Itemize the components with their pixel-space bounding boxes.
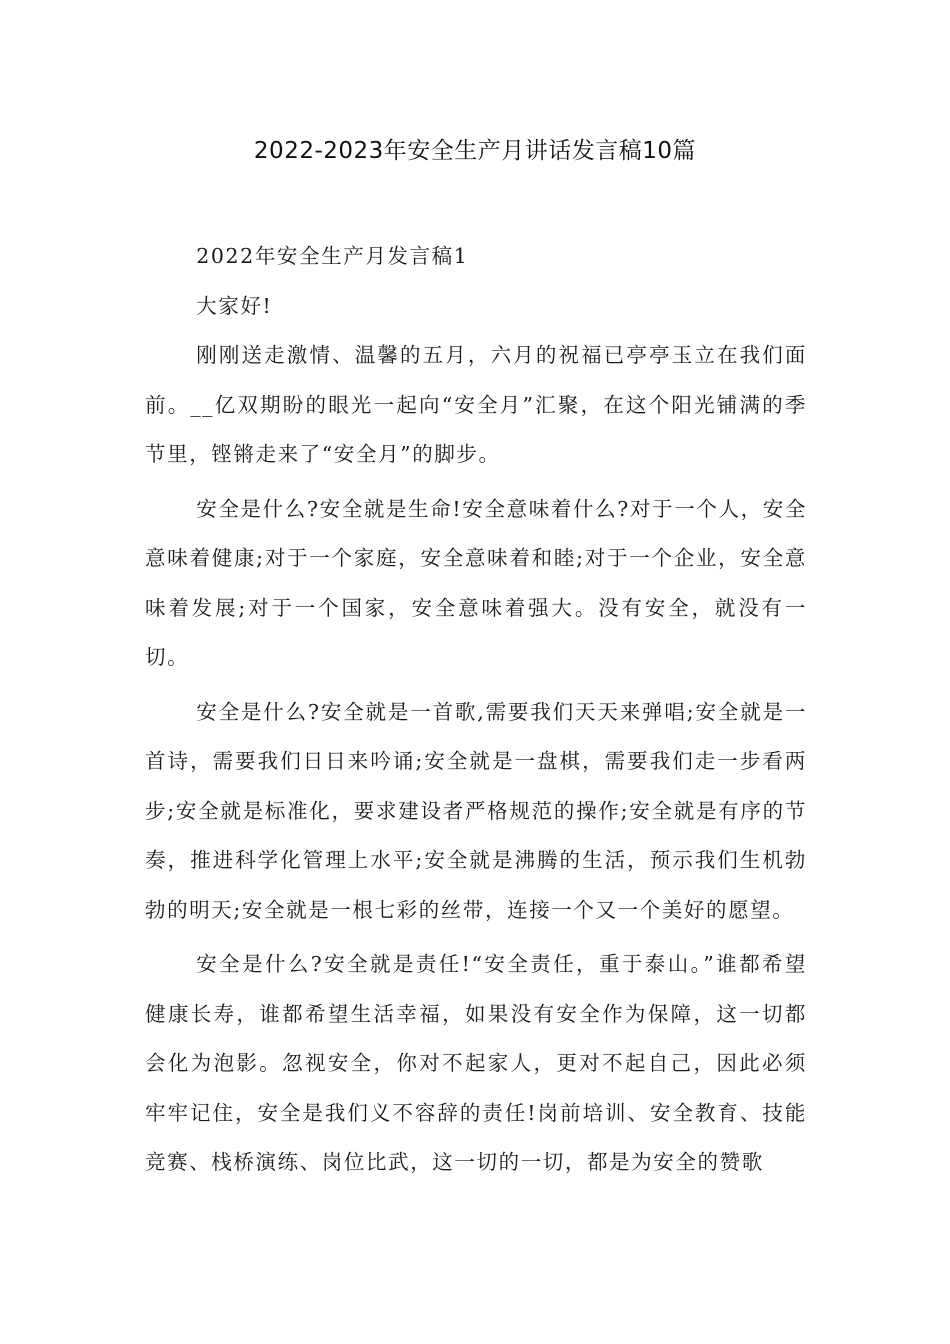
paragraph-3: 安全是什么?安全就是一首歌,需要我们天天来弹唱;安全就是一首诗，需要我们日日来吟诵;安全就是一盘棋，需要我们走一步看两步;安全就是标准化，要求建设者严格规范的操作;安全就是有序的节奏，推进科学化管理上水平;安全就是沸腾的生活，预示我们生机勃勃的明天;安全就是一根七彩的丝带，连接一个又一个美好的愿望。 <box>145 699 807 922</box>
document-title: 2022-2023年安全生产月讲话发言稿10篇 <box>253 138 697 164</box>
greeting: 大家好! <box>196 293 273 318</box>
section-heading: 2022年安全生产月发言稿1 <box>196 244 469 268</box>
document-body <box>145 232 807 1188</box>
paragraph-1: 刚刚送走激情、温馨的五月，六月的祝福已亭亭玉立在我们面前。__亿双期盼的眼光一起向“安全月”汇聚，在这个阳光铺满的季节里，铿锵走来了“安全月”的脚步。 <box>145 343 807 466</box>
paragraph-2: 安全是什么?安全就是生命!安全意味着什么?对于一个人，安全意味着健康;对于一个家庭，安全意味着和睦;对于一个企业，安全意味着发展;对于一个国家，安全意味着强大。没有安全，就没有一切。 <box>145 496 807 669</box>
paragraph-4: 安全是什么?安全就是责任!“安全责任，重于泰山。”谁都希望健康长寿，谁都希望生活幸福，如果没有安全作为保障，这一切都会化为泡影。忽视安全，你对不起家人，更对不起自己，因此必须牢牢记住，安全是我们义不容辞的责任!岗前培训、安全教育、技能竞赛、栈桥演练、岗位比武，这一切的一切，都是为安全的赞歌 <box>145 952 807 1174</box>
